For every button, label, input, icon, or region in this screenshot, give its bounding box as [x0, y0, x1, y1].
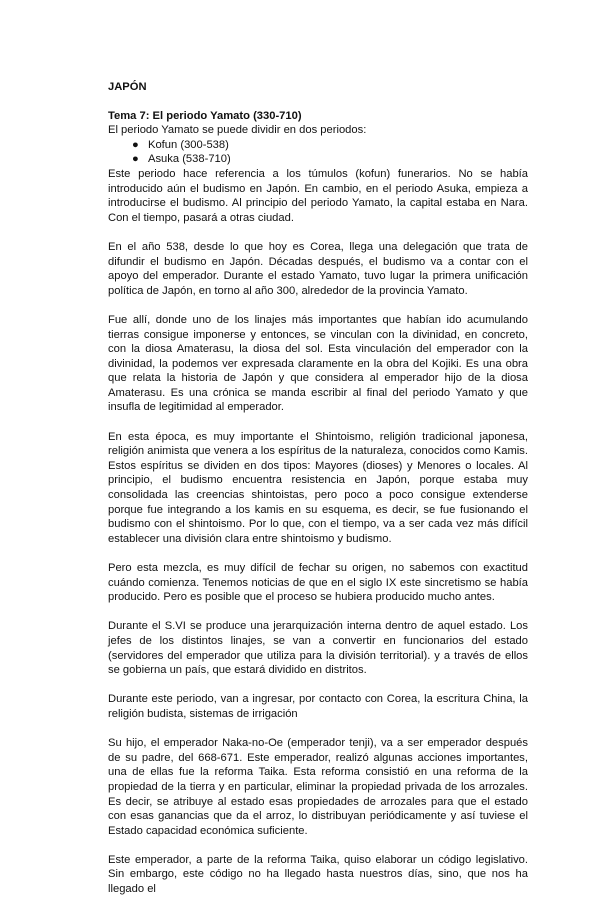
- paragraph: En el año 538, desde lo que hoy es Corea, llega una delegación que trata de difundir el budismo en Japón. Décadas después, el budismo va a contar con el apoyo del emperador. Durante el estado Yamato, tuvo lugar la primera unificación política de Japón, en torno al año 300, alrededor de la provincia Yamato.: [108, 240, 528, 297]
- paragraph: Este emperador, a parte de la reforma Taika, quiso elaborar un código legislativo. Sin embargo, este código no ha llegado hasta nuestros días, sino, que nos ha llegado el: [108, 853, 528, 896]
- bullet-icon: ●: [132, 153, 139, 166]
- bullet-icon: ●: [132, 138, 139, 151]
- period-label: Kofun (300-538): [148, 138, 229, 151]
- intro-text: El periodo Yamato se puede dividir en dos periodos:: [108, 124, 367, 137]
- paragraph: Durante el S.VI se produce una jerarquización interna dentro de aquel estado. Los jefes de los distintos linajes, se van a convertir en funcionarios del estado (servidores del emperador que utiliza para la división territorial). y a través de ellos se gobierna un país, que estará dividido en distritos.: [108, 620, 528, 677]
- paragraph: En esta época, es muy importante el Shintoismo, religión tradicional japonesa, religión animista que venera a los espíritus de la naturaleza, conocidos como Kamis. Estos espíritus se dividen en dos tipos: Mayores (dioses) y Menores o locales. Al principio, el budismo encuentra resistencia en Japón, porque estaba muy consolidada las creencias shintoistas, pero poco a poco consigue extenderse porque fue integrando a los kamis en su esquema, es decir, se fue fusionando el budismo con el shintoismo. Por lo que, con el tiempo, va a ser cada vez más difícil establecer una división clara entre shintoismo y budismo.: [108, 430, 528, 545]
- list-item: [132, 138, 528, 153]
- periods-list: [108, 138, 528, 167]
- paragraph: Durante este periodo, van a ingresar, por contacto con Corea, la escritura China, la religión budista, sistemas de irrigación: [108, 693, 528, 720]
- paragraph: Pero esta mezcla, es muy difícil de fechar su origen, no sabemos con exactitud cuándo comienza. Tenemos noticias de que en el siglo IX este sincretismo se había producido. Pero es posible que el proceso se hubiera producido mucho antes.: [108, 562, 528, 604]
- section-title: Tema 7: El periodo Yamato (330-710): [108, 109, 302, 122]
- document-body: [108, 80, 528, 897]
- list-item: [132, 152, 528, 167]
- paragraph: Su hijo, el emperador Naka-no-Oe (emperador tenji), va a ser emperador después de su padre, del 668-671. Este emperador, realizó algunas acciones importantes, una de ellas fue la reforma Taika. Esta reforma consistió en una reforma de la propiedad de la tierra y en particular, eliminar la propiedad privada de los arrozales. Es decir, se atribuye al estado esas propiedades de arrozales para que el estado con esas ganancias que da el arroz, lo distribuyan periódicamente y así tuviese el Estado capacidad económica suficiente.: [108, 737, 528, 837]
- paragraph: Este periodo hace referencia a los túmulos (kofun) funerarios. No se había introducido aún el budismo en Japón. En cambio, en el periodo Asuka, empieza a introducirse el budismo. Al principio del periodo Yamato, la capital estaba en Nara. Con el tiempo, pasará a otras ciudad.: [108, 167, 528, 224]
- period-label: Asuka (538-710): [148, 153, 231, 166]
- document-title: JAPÓN: [108, 81, 147, 93]
- paragraph: Fue allí, donde uno de los linajes más importantes que habían ido acumulando tierras consigue imponerse y entonces, se vinculan con la divinidad, en concreto, con la diosa Amaterasu, la diosa del sol. Esta vinculación del emperador con la divinidad, la podemos ver expresada claramente en la obra del Kojiki. Es una obra que relata la historia de Japón y que considera al emperador hijo de la diosa Amaterasu. Es una crónica se manda escribir al final del periodo Yamato y que insufla de legitimidad al emperador.: [108, 313, 528, 414]
